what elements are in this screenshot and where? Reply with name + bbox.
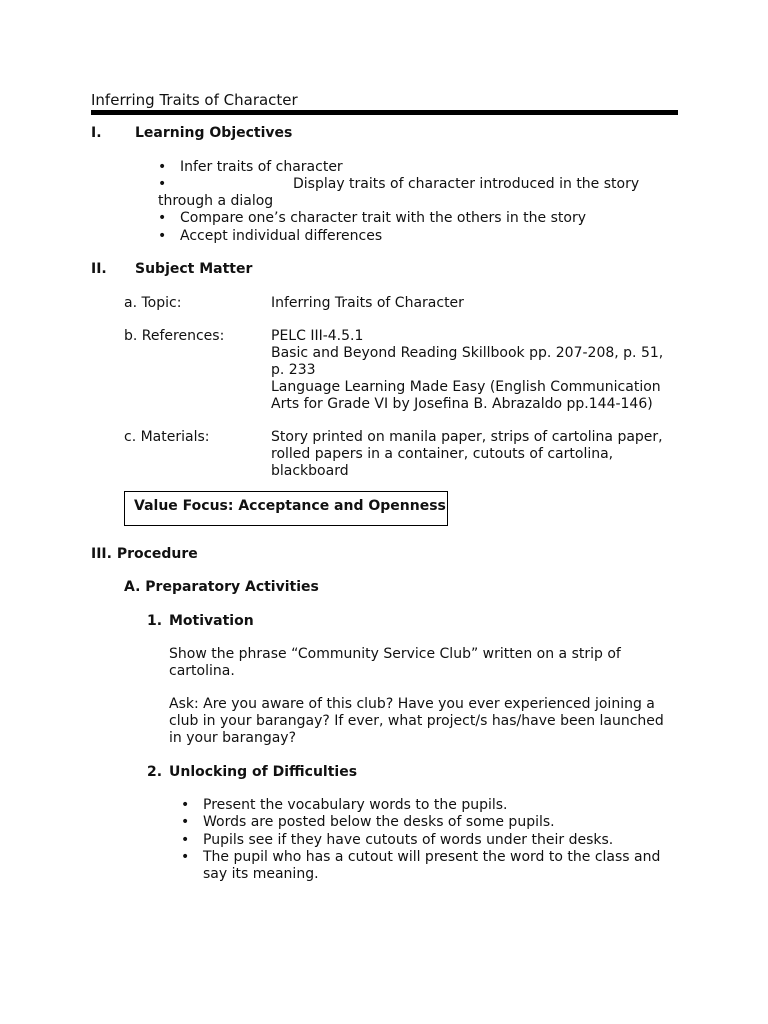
paragraph-line: Show the phrase “Community Service Club” written on a strip of — [169, 646, 621, 662]
item-number: 2. — [147, 764, 163, 780]
bullet-marker: • — [158, 176, 167, 192]
topic-label: a. Topic: — [124, 295, 182, 311]
bullet-marker: • — [158, 228, 167, 244]
bullet-marker: • — [181, 797, 190, 813]
subsection-heading: A. Preparatory Activities — [124, 579, 319, 595]
paragraph-line: cartolina. — [169, 663, 235, 679]
objective-item: Compare one’s character trait with the others in the story — [180, 210, 586, 226]
title-rule — [91, 110, 678, 115]
section-heading: Learning Objectives — [135, 125, 293, 141]
reference-line: Basic and Beyond Reading Skillbook pp. 207-208, p. 51, — [271, 345, 664, 361]
item-title: Motivation — [169, 613, 254, 629]
materials-line: blackboard — [271, 463, 349, 479]
section-heading: Subject Matter — [135, 261, 253, 277]
list-item: Pupils see if they have cutouts of words under their desks. — [203, 832, 614, 848]
objective-item: Accept individual differences — [180, 228, 383, 244]
list-item: Words are posted below the desks of some pupils. — [203, 814, 555, 830]
paragraph-line: Ask: Are you aware of this club? Have you ever experienced joining a — [169, 696, 655, 712]
objective-item: Infer traits of character — [180, 159, 343, 175]
reference-line: Language Learning Made Easy (English Communication — [271, 379, 661, 395]
objective-item-continuation: through a dialog — [158, 193, 274, 209]
paragraph-line: in your barangay? — [169, 730, 296, 746]
section-numeral: II. — [91, 261, 107, 277]
materials-label: c. Materials: — [124, 429, 210, 445]
references-label: b. References: — [124, 328, 225, 344]
list-item: The pupil who has a cutout will present the word to the class and — [203, 849, 661, 865]
materials-line: Story printed on manila paper, strips of cartolina paper, — [271, 429, 663, 445]
topic-value: Inferring Traits of Character — [271, 295, 464, 311]
section-heading: III. Procedure — [91, 546, 198, 562]
list-item: Present the vocabulary words to the pupils. — [203, 797, 508, 813]
bullet-marker: • — [181, 849, 190, 865]
item-title: Unlocking of Difficulties — [169, 764, 358, 780]
section-numeral: I. — [91, 125, 102, 141]
reference-line: p. 233 — [271, 362, 316, 378]
bullet-marker: • — [181, 832, 190, 848]
reference-line: Arts for Grade VI by Josefina B. Abrazaldo pp.144-146) — [271, 396, 653, 412]
value-focus-text: Value Focus: Acceptance and Openness — [134, 498, 446, 514]
objective-item: Display traits of character introduced in the story — [293, 176, 640, 192]
bullet-marker: • — [158, 210, 167, 226]
bullet-marker: • — [158, 159, 167, 175]
bullet-marker: • — [181, 814, 190, 830]
paragraph-line: club in your barangay? If ever, what project/s has/have been launched — [169, 713, 664, 729]
list-item-continuation: say its meaning. — [203, 866, 319, 882]
reference-line: PELC III-4.5.1 — [271, 328, 364, 344]
materials-line: rolled papers in a container, cutouts of cartolina, — [271, 446, 614, 462]
item-number: 1. — [147, 613, 163, 629]
document-title: Inferring Traits of Character — [91, 91, 298, 109]
